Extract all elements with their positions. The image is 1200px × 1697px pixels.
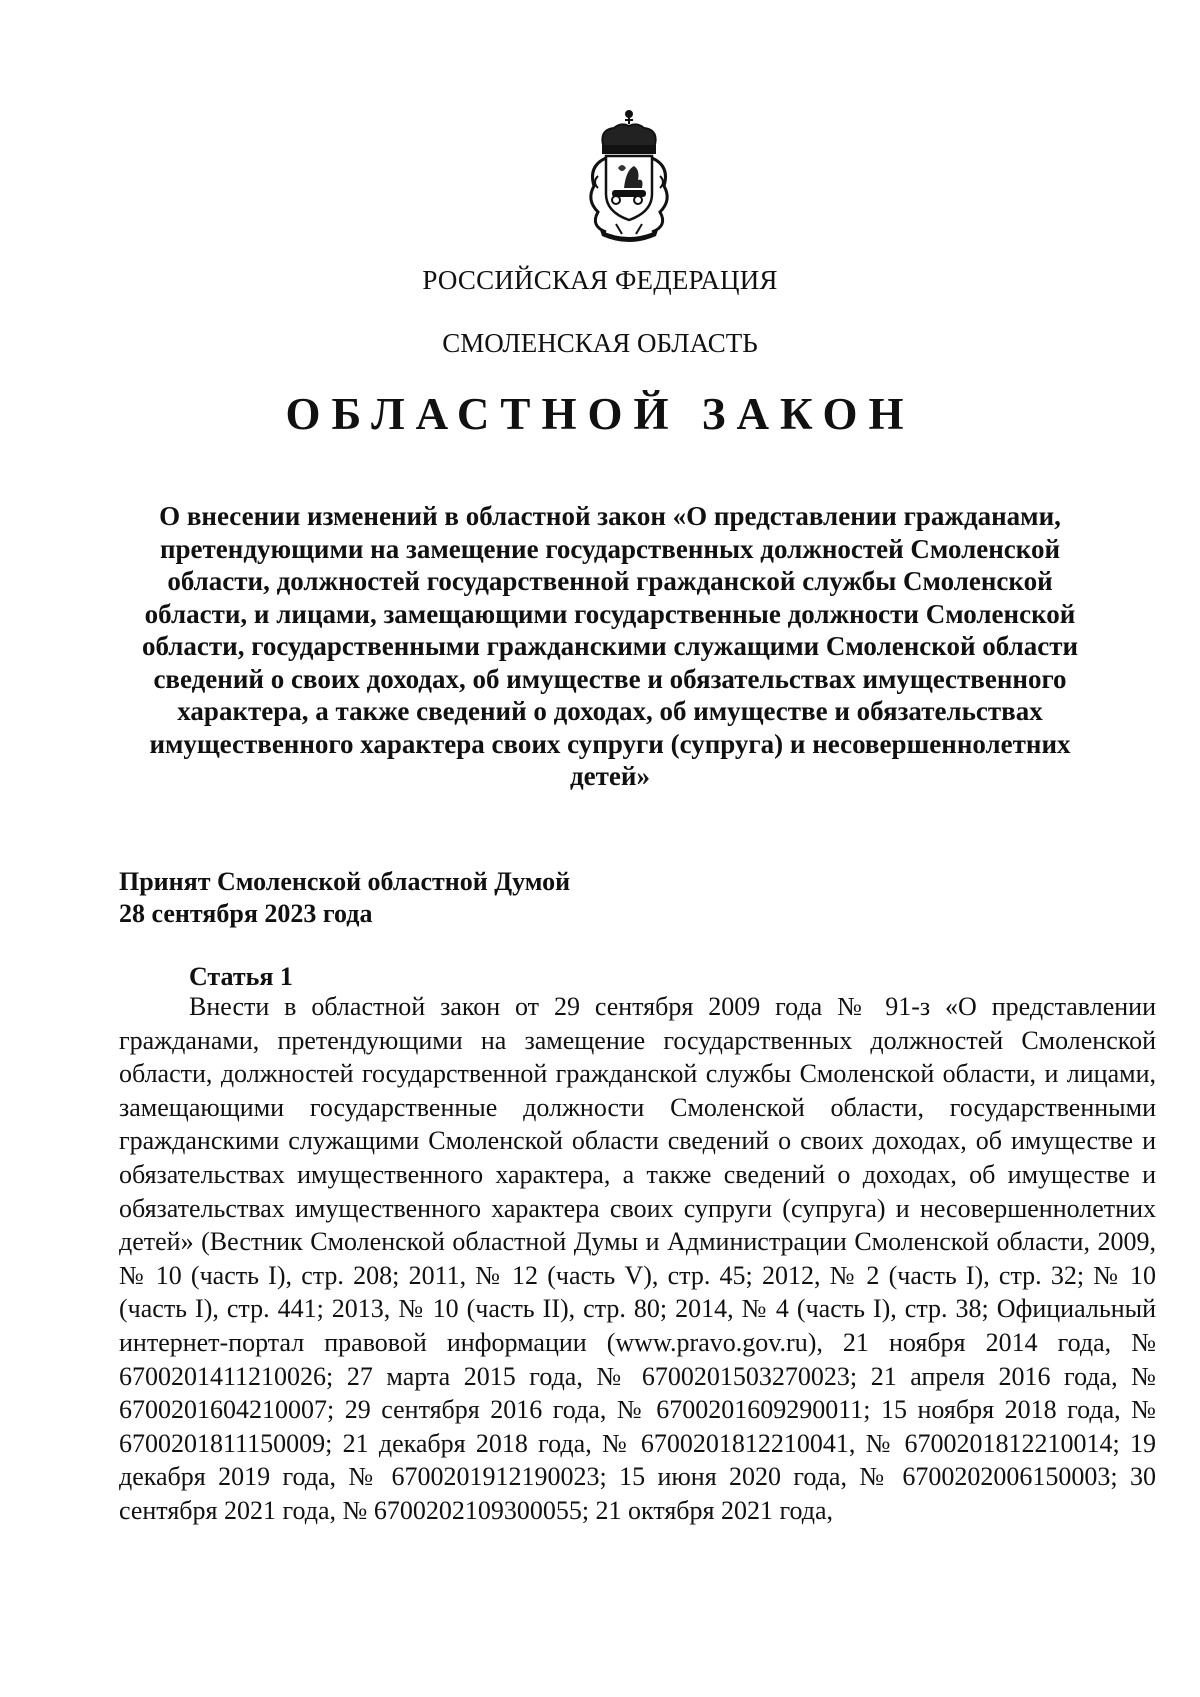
law-title: О внесении изменений в областной закон «О представлении гражданами, претендующими на замещение государственных должностей Смоленской области, должностей государственной гражданской службы Смоленской области, и лицами, замещающими государственные должности Смоленской области, государственными гражданскими служащими Смоленской области сведений о своих доходах, об имуществе и обязательствах имущественного характера, а также сведений о доходах, об имуществе и обязательствах имущественного характера своих супруги (супруга) и несовершеннолетних детей»	[141, 501, 1079, 791]
article-text: Внести в областной закон от 29 сентября 2009 года № 91-з «О представлении гражданами, претендующими на замещение государственных должностей Смоленской области, должностей государственной гражданской службы Смоленской области, и лицами, замещающими государственные должности Смоленской области, государственными гражданскими служащими Смоленской области сведений о своих доходах, об имуществе и обязательствах имущественного характера, а также сведений о доходах, об имуществе и обязательствах имущественного характера своих супруги (супруга) и несовершеннолетних детей» (Вестник Смоленской областной Думы и Администрации Смоленской области, 2009, № 10 (часть I), стр. 208; 2011, № 12 (часть V), стр. 45; 2012, № 2 (часть I), стр. 32; № 10 (часть I), стр. 441; 2013, № 10 (часть II), стр. 80; 2014, № 4 (часть I), стр. 38; Официальный интернет-портал правовой информации (www.pravo.gov.ru), 21 ноября 2014 года, № 6700201411210026; 27 марта 2015 года, № 6700201503270023; 21 апреля 2016 года, № 6700201604210007; 29 сентября 2016 года, № 6700201609290011; 15 ноября 2018 года, № 6700201811150009; 21 декабря 2018 года, № 6700201812210041, № 6700201812210014; 19 декабря 2019 года, № 6700201912190023; 15 июня 2020 года, № 6700202006150003; 30 сентября 2021 года, № 6700202109300055; 21 октября 2021 года,	[119, 992, 1156, 1525]
country-name: РОССИЙСКАЯ ФЕДЕРАЦИЯ	[422, 265, 778, 295]
article-heading: Статья 1	[189, 962, 293, 991]
document-type: ОБЛАСТНОЙ ЗАКОН	[285, 389, 915, 439]
smolensk-region-coat-of-arms-icon	[576, 108, 682, 248]
region-name: СМОЛЕНСКАЯ ОБЛАСТЬ	[442, 328, 758, 358]
adoption-body: Принят Смоленской областной Думой	[119, 867, 571, 896]
adoption-date: 28 сентября 2023 года	[119, 899, 373, 928]
adoption-info	[119, 866, 570, 930]
